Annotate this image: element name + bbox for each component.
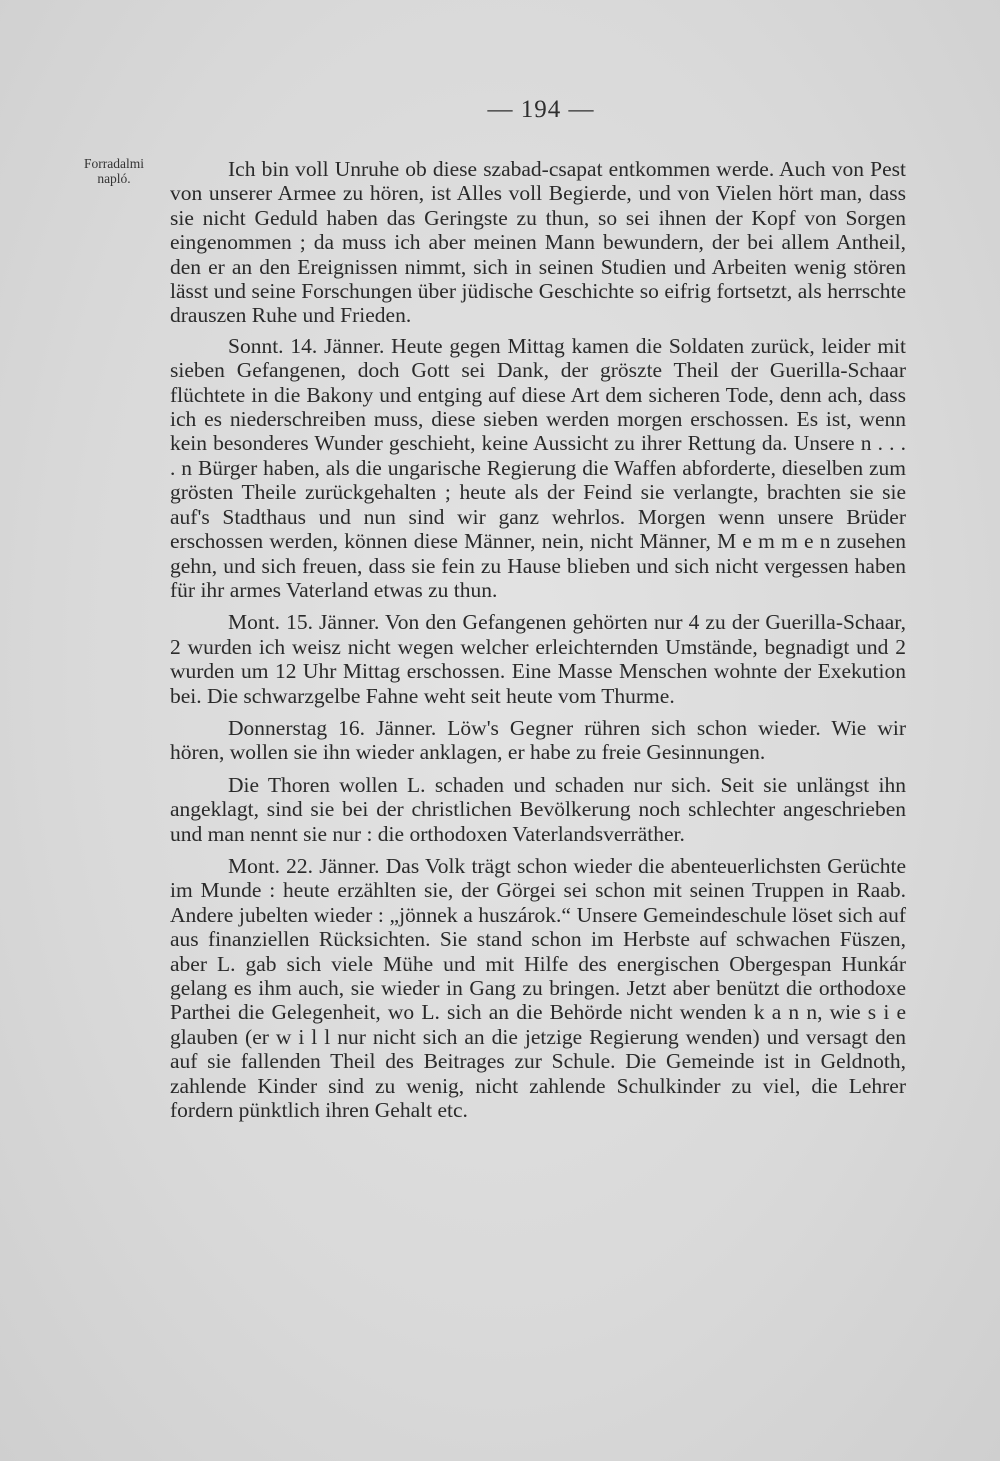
paragraph-6: Mont. 22. Jänner. Das Volk trägt schon wieder die abenteuerlichsten Gerüchte im Munde : heute erzählten sie, der Görgei sei schon mit seinen Truppen in Raab. Andere jubelten wieder : „jönnek a huszárok.“ Unsere Gemeindeschule löset sich auf aus finanziellen Rücksichten. Sie stand schon im Herbste auf schwachen Füszen, aber L. gab sich viele Mühe und mit Hilfe des energischen Obergespan Hunkár gelang es ihm auch, sie wieder in Gang zu bringen. Jetzt aber benützt die orthodoxe Parthei die Gelegenheit, wo L. sich an die Behörde nicht wenden k a n n, wie s i e glauben (er w i l l nur nicht sich an die jetzige Regierung wenden) und versagt den auf sie fallenden Theil des Beitrages zur Schule. Die Gemeinde ist in Geldnoth, zahlende Kinder sind zu wenig, nicht zahlende Schulkinder zu viel, die Lehrer fordern pünktlich ihren Gehalt etc. <box>170 853 906 1123</box>
paragraph-5: Die Thoren wollen L. schaden und schaden nur sich. Seit sie unlängst ihn angeklagt, sind sie bei der christlichen Bevölkerung noch schlechter angeschrieben und man nennt sie nur : die orthodoxen Vaterlandsverräther. <box>170 772 906 846</box>
paragraph-2: Sonnt. 14. Jänner. Heute gegen Mittag kamen die Soldaten zurück, leider mit sieben Gefangenen, doch Gott sei Dank, der gröszte Theil der Guerilla-Schaar flüchtete in die Bakony und entging auf diese Art dem sicheren Tode, denn ach, dass ich es niederschreiben muss, diese sieben werden morgen erschossen. Es ist, wenn kein besonderes Wunder geschieht, keine Aussicht zu ihrer Rettung da. Unsere n . . . . n Bürger haben, als die ungarische Regierung die Waffen abforderte, dieselben zum grösten Theile zurückgehalten ; heute als der Feind sie verlangte, brachten sie sie auf's Stadthaus und nun sind wir ganz wehrlos. Morgen wenn unsere Brüder erschossen werden, können diese Männer, nein, nicht Männer, M e m m e n zusehen gehn, und sich freuen, dass sie fein zu Hause blieben und sich nicht vergessen haben für ihr armes Vaterland etwas zu thun. <box>170 333 906 602</box>
body-text <box>170 157 906 1130</box>
margin-note-line-2: napló. <box>97 171 131 186</box>
paragraph-1: Ich bin voll Unruhe ob diese szabad-csapat entkommen werde. Auch von Pest von unserer Armee zu hören, ist Alles voll Begierde, und von Vielen hört man, dass sie nicht Geduld haben das Geringste zu thun, so sei ihnen der Kopf von Sorgen eingenommen ; da muss ich aber meinen Mann bewundern, der bei allem Antheil, den er an den Ereignissen nimmt, sich in seinen Studien und Arbeiten wenig stören lässt und seine Forschungen über jüdische Geschichte so eifrig fortsetzt, als herrschte drauszen Ruhe und Frieden. <box>170 157 906 328</box>
margin-note-line-1: Forradalmi <box>84 156 144 171</box>
paragraph-4: Donnerstag 16. Jänner. Löw's Gegner rühren sich schon wieder. Wie wir hören, wollen sie ihn wieder anklagen, er habe zu freie Gesinnungen. <box>170 715 906 765</box>
paragraph-3: Mont. 15. Jänner. Von den Gefangenen gehörten nur 4 zu der Guerilla-Schaar, 2 wurden ich weisz nicht wegen welcher erleichternden Umstände, begnadigt und 2 wurden um 12 Uhr Mittag erschossen. Eine Masse Menschen wohnte der Exekution bei. Die schwarzgelbe Fahne weht seit heute vom Thurme. <box>170 610 906 708</box>
page-number: — 194 — <box>487 96 595 123</box>
margin-note <box>64 156 164 186</box>
